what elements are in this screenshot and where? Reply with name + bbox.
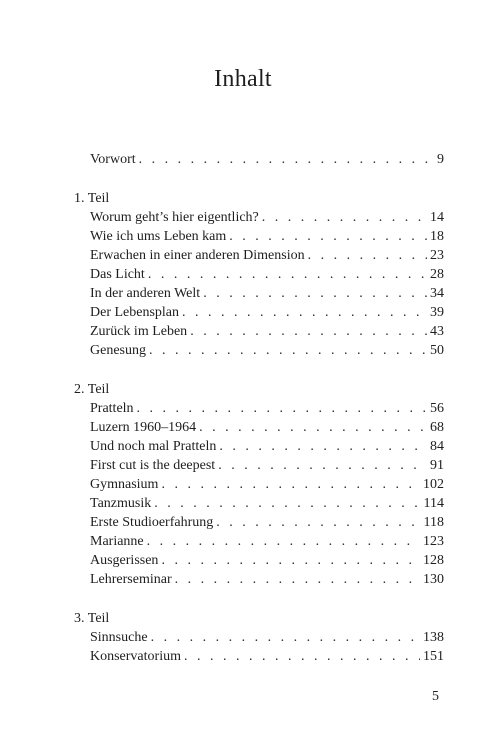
toc-entry-label: Zurück im Leben [90,324,188,339]
toc-entry-label: Gymnasium [90,477,159,492]
dot-leader [175,570,420,589]
toc-entry-label: Genesung [90,343,146,358]
dot-leader [262,208,427,227]
toc-entry-label: Erste Studioerfahrung [90,515,214,530]
toc-entry-page: 18 [430,229,444,244]
part-heading-3: 3. Teil [74,611,110,626]
toc-entry-page: 50 [430,343,444,358]
toc-entry [90,570,444,589]
dot-leader [218,456,427,475]
toc-entry [90,647,444,666]
toc-entry [90,208,444,227]
page-number: 5 [432,689,439,704]
toc-entry-page: 56 [430,401,444,416]
toc-entry [90,227,444,246]
toc-entry [90,475,444,494]
toc-entry-page: 91 [430,458,444,473]
toc-entry-page: 151 [423,649,444,664]
toc-entry-label: Wie ich ums Leben kam [90,229,227,244]
toc-entry-page: 43 [430,324,444,339]
toc-entry [90,628,444,647]
toc-entry-page: 138 [423,630,444,645]
toc-entry [90,284,444,303]
toc-entry-label: In der anderen Welt [90,286,201,301]
dot-leader [190,322,427,341]
dot-leader [149,341,427,360]
toc-entry-label: Luzern 1960–1964 [90,420,197,435]
toc-entry-label: First cut is the deepest [90,458,216,473]
toc-entry-page: 123 [423,534,444,549]
dot-leader [216,513,420,532]
toc-entry [90,437,444,456]
dot-leader [161,475,420,494]
toc-entry-label: Ausgerissen [90,553,159,568]
toc-entry-page: 68 [430,420,444,435]
dot-leader [219,437,427,456]
dot-leader [137,399,427,418]
toc-entry-label: Vorwort [90,152,136,167]
toc-entry-label: Pratteln [90,401,134,416]
dot-leader [203,284,427,303]
dot-leader [308,246,427,265]
dot-leader [184,647,420,666]
part-heading-2: 2. Teil [74,382,110,397]
toc-entry [90,322,444,341]
toc-entry [90,513,444,532]
toc-entry-page: 118 [423,515,444,530]
toc-entry-page: 23 [430,248,444,263]
dot-leader [161,551,420,570]
toc-entry-page: 28 [430,267,444,282]
toc-entry-page: 102 [423,477,444,492]
dot-leader [199,418,427,437]
toc-entry [90,265,444,284]
toc-entry [90,303,444,322]
toc-entry-page: 9 [437,152,444,167]
dot-leader [139,150,434,169]
dot-leader [182,303,427,322]
dot-leader [229,227,427,246]
toc-entry-label: Konservatorium [90,649,181,664]
toc-entry [90,399,444,418]
toc-entry [90,341,444,360]
toc-entry-vorwort [90,150,444,169]
toc-entry [90,551,444,570]
toc-entry [90,494,444,513]
toc-entry [90,456,444,475]
toc-entry-page: 14 [430,210,444,225]
toc-entry-page: 128 [423,553,444,568]
toc-entry-page: 34 [430,286,444,301]
toc-entry-label: Worum geht’s hier eigentlich? [90,210,259,225]
page-title: Inhalt [214,66,272,92]
toc-entry-page: 84 [430,439,444,454]
toc-entry-label: Marianne [90,534,144,549]
toc-entry-label: Das Licht [90,267,145,282]
toc-entry-label: Und noch mal Pratteln [90,439,217,454]
dot-leader [154,494,420,513]
part-heading-1: 1. Teil [74,191,110,206]
toc-entry-label: Sinnsuche [90,630,148,645]
toc-entry-page: 114 [423,496,444,511]
toc-entry-label: Tanzmusik [90,496,152,511]
dot-leader [147,532,420,551]
toc-entry-label: Der Lebensplan [90,305,180,320]
toc-entry-page: 39 [430,305,444,320]
toc-entry-page: 130 [423,572,444,587]
toc-entry-label: Erwachen in einer anderen Dimension [90,248,305,263]
dot-leader [148,265,427,284]
toc-entry [90,532,444,551]
toc-entry [90,246,444,265]
dot-leader [151,628,420,647]
toc-entry [90,418,444,437]
toc-entry-label: Lehrerseminar [90,572,172,587]
